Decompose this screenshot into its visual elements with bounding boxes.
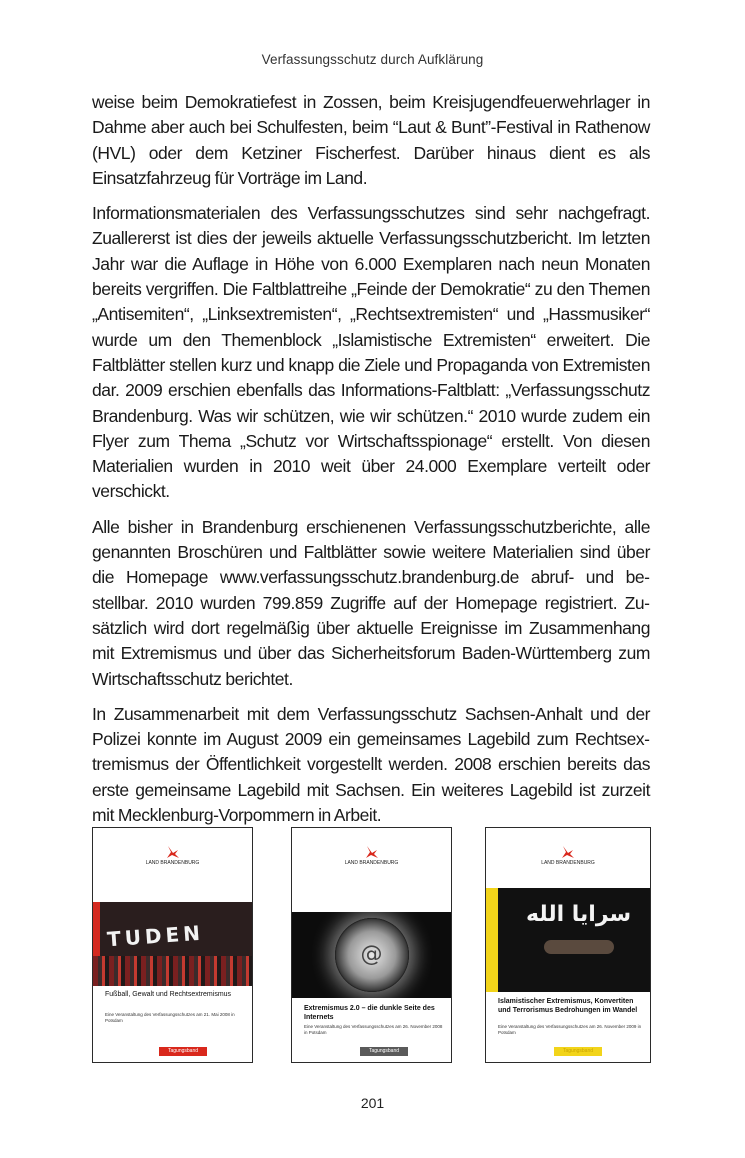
cover-islamist-extremism — [485, 827, 651, 1063]
page-number: 201 — [360, 1095, 385, 1111]
brandenburg-logo — [292, 844, 451, 867]
paragraph-4: In Zusammenarbeit mit dem Verfassungsschutz Sachsen-Anhalt und der Polizei konnte im August 2009 ein gemeinsames Lagebild zum Rechtsextremismus der Öffentlichkeit vorgestellt werden. 2008 erschien bereits das erste gemeinsame Lagebild mit Sachsen. Ein weiteres Lagebild ist zurzeit mit Mecklenburg-Vorpommern in Arbeit. — [92, 703, 650, 826]
body-text — [92, 90, 650, 838]
cover-image-veiled-person — [486, 888, 650, 992]
brandenburg-logo — [486, 844, 650, 867]
banner-text: TUDEN — [106, 920, 205, 952]
cover-subtitle: Eine Veranstaltung des Verfassungsschutzes am 21. Mai 2008 in Potsdam — [105, 1012, 235, 1023]
cover-image-eclipse — [292, 912, 451, 998]
tag-label: Tagungsband — [360, 1047, 408, 1056]
paragraph-1: weise beim Demokratiefest in Zossen, beim Kreisjugendfeuerwehrlager in Dahme aber auch bei Schulfesten, beim “Laut & Bunt”-Festival in Rathenow (HVL) oder dem Ketziner Fischerfest. Darüber hinaus dient es als Einsatzfahrzeug für Vorträge im Land. — [92, 92, 650, 188]
veil-eyes — [544, 940, 614, 954]
arabic-headband-text: سرايا الله — [526, 902, 632, 927]
brandenburg-logo — [93, 844, 252, 867]
cover-subtitle: Eine Veranstaltung des Verfassungsschutzes am 26. November 2008 in Potsdam — [304, 1024, 443, 1035]
cover-subtitle: Eine Veranstaltung des Verfassungsschutzes am 26. November 2009 in Potsdam — [498, 1024, 642, 1035]
eagle-icon — [364, 844, 380, 860]
eagle-icon — [560, 844, 576, 860]
cover-title: Extremismus 2.0 – die dunkle Seite des Internets — [304, 1005, 435, 1021]
paragraph-2: Informationsmaterialen des Verfassungsschutzes sind sehr nachgefragt. Zuallererst ist dies der jeweils aktuelle Verfassungsschutzbericht. Im letzten Jahr war die Auflage in Höhe von 6.000 Exemplaren nach neun Monaten bereits vergriffen. Die Faltblattreihe „Feinde der Demokratie“ zu den Themen „Antisemiten“, „Linksextremisten“, „Rechtsextremisten“ und „Hassmusiker“ wurde um den Themenblock „Islamistische Extremisten“ erweitert. Die Faltblätter stellen kurz und knapp die Ziele und Propaganda von Extremisten dar. 2009 erschien ebenfalls das Informations-Faltblatt: „Verfassungsschutz Brandenburg. Was wir schützen, wie wir schützen.“ 2010 wurde zudem ein Flyer zum Thema „Schutz vor Wirtschaftsspionage“ erstellt. Von diesen Materialien wurden in 2010 weit über 24.000 Exemplare verteilt oder verschickt. — [92, 203, 650, 502]
logo-text: LAND BRANDENBURG — [344, 860, 399, 866]
tag-label: Tagungsband — [159, 1047, 207, 1056]
cover-image-stadium — [93, 902, 252, 986]
crowd — [93, 956, 252, 986]
tag-label: Tagungsband — [554, 1047, 602, 1056]
brochure-covers — [92, 827, 651, 1063]
eagle-icon — [165, 844, 181, 860]
running-header: Verfassungsschutz durch Aufklärung — [261, 52, 484, 67]
cover-title: Islamistischer Extremismus, Konvertiten und Terrorismus Bedrohungen im Wandel — [498, 998, 638, 1014]
cover-extremism-internet — [291, 827, 452, 1063]
yellow-stripe — [486, 888, 498, 992]
cover-title: Fußball, Gewalt und Rechtsextremismus — [105, 991, 232, 998]
cover-football-violence — [92, 827, 253, 1063]
at-icon: @ — [360, 942, 383, 967]
logo-text: LAND BRANDENBURG — [145, 860, 200, 866]
logo-text: LAND BRANDENBURG — [541, 860, 595, 866]
paragraph-3: Alle bisher in Brandenburg erschienenen Verfassungsschutzberichte, alle genannten Broschüren und Faltblätter sowie weitere Materialien sind über die Homepage www.verfassungsschutz.brandenburg.de abruf- und bestellbar. 2010 wurden 799.859 Zugriffe auf der Homepage registriert. Zusätzlich wird dort regelmäßig über aktuelle Ereignisse im Zusammenhang mit Extremismus und über das Sicherheitsforum Baden-Württemberg zum Wirtschaftsschutz berichtet. — [92, 516, 650, 689]
